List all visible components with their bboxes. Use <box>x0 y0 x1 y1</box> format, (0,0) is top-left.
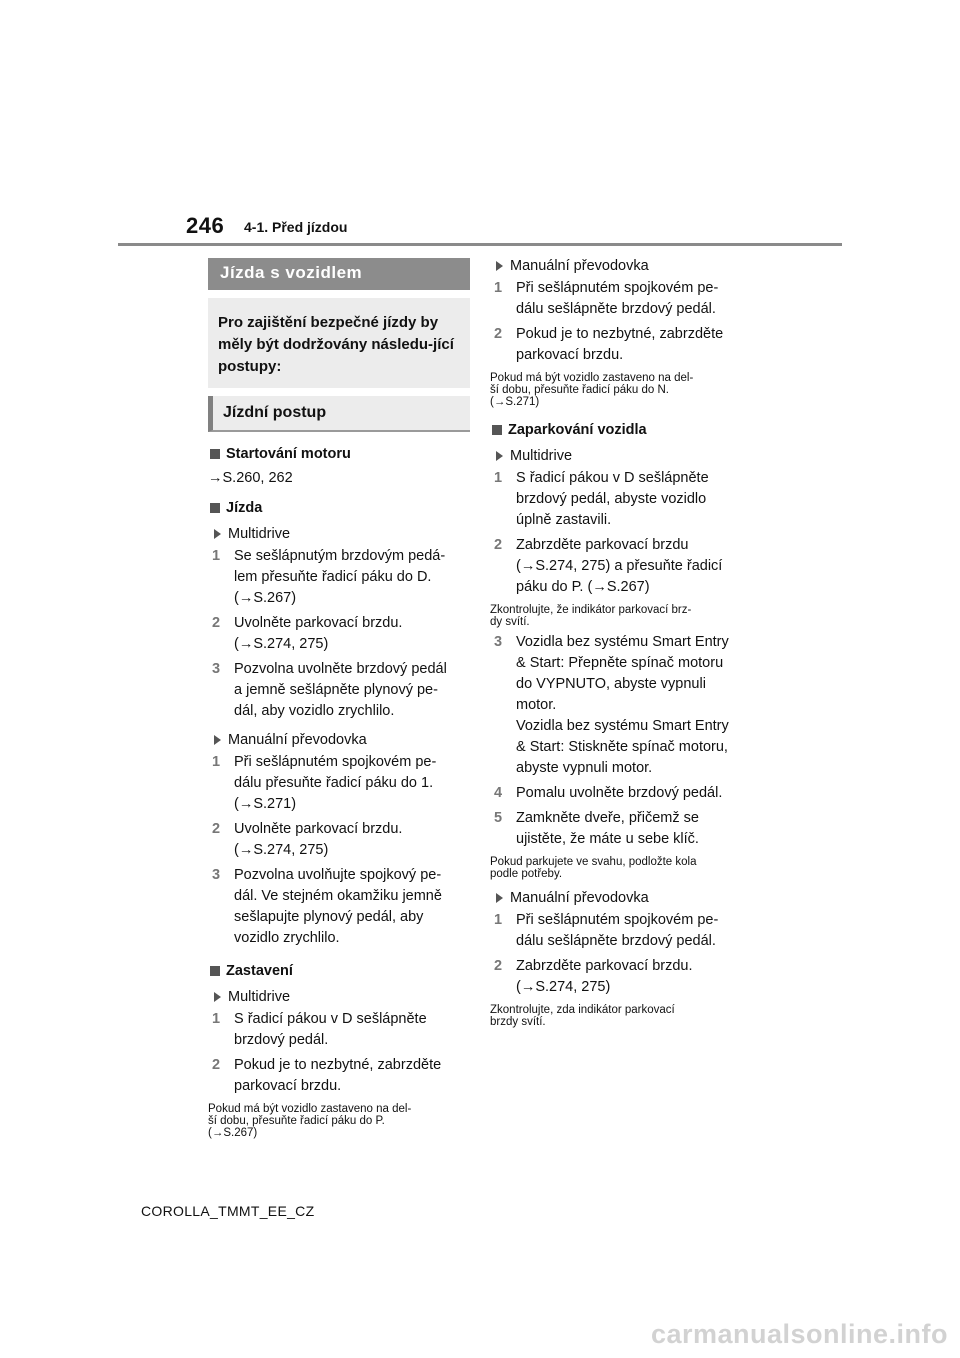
note-text: Zkontrolujte, zda indikátor parkovací brzdy svítí. <box>490 1004 675 1028</box>
step-item: 1 Se sešlápnutým brzdovým pedá- lem přesuňte řadicí páku do D. (→S.267) <box>212 548 446 606</box>
step-item: 2 Pokud je to nezbytné, zabrzděte parkovací brzdu. <box>212 1057 442 1094</box>
square-bullet-icon <box>210 503 220 513</box>
subsection-heading: Jízdní postup <box>208 396 470 432</box>
watermark: carmanualsonline.info <box>650 1319 948 1349</box>
square-bullet-icon <box>210 449 220 459</box>
heading-start-engine: Startování motoru <box>208 446 470 462</box>
subheading-multidrive: Multidrive <box>490 448 752 464</box>
step-item: 2 Zabrzděte parkovací brzdu (→S.274, 275) a přesuňte řadicí páku do P. (→S.267) <box>494 537 723 595</box>
step-item: 1 Při sešlápnutém spojkovém pe- dálu sešlápněte brzdový pedál. <box>494 912 719 949</box>
intro-box: Pro zajištění bezpečné jízdy by měly být dodržovány následu-jící postupy: <box>208 298 470 388</box>
step-item: 2 Uvolněte parkovací brzdu. (→S.274, 275) <box>212 615 403 652</box>
reference-link[interactable]: →S.260, 262 <box>208 470 293 486</box>
triangle-bullet-icon <box>496 261 503 271</box>
page-number: 246 <box>186 213 225 238</box>
triangle-bullet-icon <box>496 451 503 461</box>
triangle-bullet-icon <box>214 735 221 745</box>
heading-driving: Jízda <box>208 500 470 516</box>
step-item: 5 Zamkněte dveře, přičemž se ujistěte, že máte u sebe klíč. <box>494 810 699 847</box>
step-item: 2 Pokud je to nezbytné, zabrzděte parkovací brzdu. <box>494 326 724 363</box>
step-item: 2 Uvolněte parkovací brzdu. (→S.274, 275) <box>212 821 403 858</box>
subheading-manual: Manuální převodovka <box>490 890 752 906</box>
note-text: Zkontrolujte, že indikátor parkovací brz- dy svítí. <box>490 604 692 628</box>
step-item: 2 Zabrzděte parkovací brzdu. (→S.274, 275) <box>494 958 693 995</box>
step-item: 1 S řadicí pákou v D sešlápněte brzdový pedál, abyste vozidlo úplně zastavili. <box>494 470 709 528</box>
step-item: 1 S řadicí pákou v D sešlápněte brzdový pedál. <box>212 1011 427 1048</box>
triangle-bullet-icon <box>214 529 221 539</box>
step-item: 4 Pomalu uvolněte brzdový pedál. <box>494 785 723 801</box>
square-bullet-icon <box>210 966 220 976</box>
square-bullet-icon <box>492 425 502 435</box>
page-header <box>0 0 960 250</box>
footer-doc-code: COROLLA_TMMT_EE_CZ <box>141 1203 315 1219</box>
heading-parking: Zaparkování vozidla <box>490 422 752 438</box>
subheading-manual: Manuální převodovka <box>490 258 752 274</box>
subheading-multidrive: Multidrive <box>208 989 470 1005</box>
note-text: Pokud parkujete ve svahu, podložte kola podle potřeby. <box>490 856 697 880</box>
step-item: 3 Pozvolna uvolněte brzdový pedál a jemně sešlápněte plynový pe- dál, aby vozidlo zrychlilo. <box>212 661 447 719</box>
section-title: 4-1. Před jízdou <box>244 219 348 235</box>
step-item: 1 Při sešlápnutém spojkovém pe- dálu sešlápněte brzdový pedál. <box>494 280 719 317</box>
subheading-manual: Manuální převodovka <box>208 732 470 748</box>
triangle-bullet-icon <box>214 992 221 1002</box>
step-item: 1 Při sešlápnutém spojkovém pe- dálu přesuňte řadicí páku do 1. (→S.271) <box>212 754 437 812</box>
step-item: 3 Vozidla bez systému Smart Entry & Start: Přepněte spínač motoru do VYPNUTO, abyste vypnuli motor. Vozidla bez systému Smart Entry & Start: Stiskněte spínač motoru, abyste vypnuli motor. <box>494 634 729 776</box>
chapter-banner: Jízda s vozidlem <box>208 258 470 290</box>
heading-stopping: Zastavení <box>208 963 470 979</box>
header-divider <box>118 243 842 246</box>
note-text: Pokud má být vozidlo zastaveno na del- ší dobu, přesuňte řadicí páku do N. (→S.271) <box>490 372 694 408</box>
triangle-bullet-icon <box>496 893 503 903</box>
right-column <box>490 258 752 1028</box>
subheading-multidrive: Multidrive <box>208 526 470 542</box>
step-item: 3 Pozvolna uvolňujte spojkový pe- dál. Ve stejném okamžiku jemně sešlapujte plynový pedál, aby vozidlo zrychlilo. <box>212 867 442 946</box>
note-text: Pokud má být vozidlo zastaveno na del- ší dobu, přesuňte řadicí páku do P. (→S.267) <box>208 1103 412 1139</box>
left-column <box>208 258 470 1139</box>
